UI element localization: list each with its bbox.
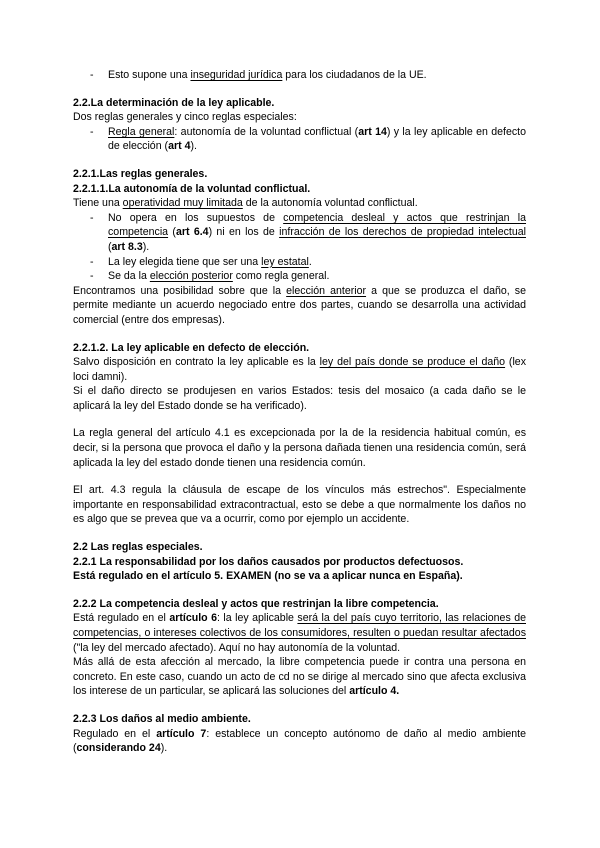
text-run: como regla general. [232, 270, 330, 283]
paragraph: Si el daño directo se produjesen en varios Estados: tesis del mosaico (a cada daño se le aplicará la ley del Estado donde se ha verificado). [73, 385, 526, 412]
underlined-term: competencia desleal y actos que restrinjan la competencia [108, 211, 527, 239]
subsection-heading: 2.2.1 La responsabilidad por los daños causados por productos defectuosos. [73, 555, 464, 568]
list-dash: - [90, 270, 94, 283]
text-run: ( [168, 226, 176, 239]
document-page [73, 68, 526, 756]
list-dash: - [90, 255, 94, 268]
list-dash: - [90, 125, 94, 138]
text-run: : establece un concepto autónomo de daño al medio ambiente ( [73, 727, 526, 755]
list-dash: - [90, 69, 94, 81]
text-run: de la autonomía voluntad conflictual. [242, 197, 418, 210]
underlined-term: Regla general [108, 125, 175, 138]
bold-term: art 6.4 [175, 226, 209, 239]
text-run: . [308, 255, 312, 268]
paragraph: El art. 4.3 regula la cláusula de escape de los vínculos más estrechos". Especialmente importante en responsabilidad extracontractual, esto se debe a que normalmente los daños no es algo que se prevea que va a ocurrir, como por ejemplo un accidente. [73, 484, 526, 526]
underlined-term: ley estatal [261, 255, 309, 268]
paragraph [73, 284, 526, 328]
bold-term: considerando 24 [76, 742, 161, 755]
section-heading: 2.2.1.Las reglas generales. [73, 167, 208, 180]
underlined-term: elección anterior [286, 284, 367, 297]
subsection-heading: 2.2.1.2. La ley aplicable en defecto de elección. [73, 341, 310, 354]
text-run: ). [190, 140, 197, 153]
text-run: (lex loci damni). [73, 356, 526, 383]
text-run: Regulado en el [73, 727, 157, 740]
bold-term: art 4 [168, 140, 191, 153]
text-run: Encontramos una posibilidad sobre que la [73, 284, 287, 297]
text-run: Tiene una [73, 197, 123, 210]
list-item [73, 269, 526, 284]
underlined-term: operatividad muy limitada [122, 197, 243, 210]
text-run: a que se produzca el daño, se permite mediante un acuerdo negociado entre dos partes, cuando se desarrolla una actividad comercial (entre dos empresas). [73, 284, 527, 326]
text-run: ). [142, 240, 150, 253]
underlined-term: será la del país cuyo territorio, las relaciones de competencias, o intereses colectivos de los consumidores, resulten o puedan resultar afectados [73, 612, 526, 639]
bold-term: artículo 7 [156, 727, 207, 740]
text-run: La ley elegida tiene que ser una [108, 255, 262, 268]
text-run: ( [108, 240, 112, 253]
bold-term: artículo 6 [169, 612, 217, 625]
text-run: ) y la ley aplicable en defecto de elección ( [108, 125, 526, 153]
text-run: ). [160, 742, 168, 755]
text-run: : autonomía de la voluntad conflictual ( [174, 125, 359, 138]
text-run: Se da la [108, 270, 150, 283]
paragraph [73, 727, 526, 756]
underlined-term: infracción de los derechos de propiedad intelectual [279, 226, 526, 239]
paragraph [73, 355, 526, 384]
text-run: No opera en los supuestos de [108, 211, 284, 224]
list-item [73, 211, 526, 255]
text-run: Está regulado en el [73, 612, 170, 625]
text-run: para los ciudadanos de la UE. [282, 69, 427, 81]
list-dash: - [90, 211, 94, 224]
text-run: Más allá de esta afección al mercado, la libre competencia puede ir contra una persona en concreto. En este caso, cuando un acto de cd no se dirige al mercado sino que afecta exclusiva los interese de un particular, se aplicará las soluciones del [73, 656, 526, 698]
text-run: Salvo disposición en contrato la ley aplicable es la [73, 356, 320, 369]
list-item [73, 68, 526, 83]
subsection-heading: 2.2.3 Los daños al medio ambiente. [73, 712, 251, 725]
bold-term: art 14 [358, 125, 387, 138]
text-run: ("la ley del mercado afectado). Aquí no hay autonomía de la voluntad. [73, 641, 401, 654]
subsection-heading: 2.2.2 La competencia desleal y actos que restrinjan la libre competencia. [73, 597, 439, 610]
text-run: Esto supone una [108, 69, 191, 81]
paragraph [73, 655, 526, 699]
text-run: : la ley aplicable [216, 612, 298, 625]
bold-term: artículo 4. [349, 685, 400, 698]
underlined-term: inseguridad jurídica [190, 69, 283, 81]
underlined-term: elección posterior [149, 270, 233, 283]
section-heading: 2.2 Las reglas especiales. [73, 541, 203, 554]
paragraph: Dos reglas generales y cinco reglas especiales: [73, 111, 297, 124]
bold-term: art 8.3 [111, 240, 143, 253]
section-heading: 2.2.La determinación de la ley aplicable. [73, 96, 275, 109]
list-item [73, 125, 526, 154]
paragraph: La regla general del artículo 4.1 es excepcionada por la de la residencia habitual común, es decir, si la persona que provoca el daño y la persona dañada tienen una residencia común, será aplicada la ley del estado donde tienen una residencia común. [73, 427, 526, 469]
subsection-heading: 2.2.1.1.La autonomía de la voluntad conflictual. [73, 182, 311, 195]
paragraph [73, 196, 526, 211]
paragraph [73, 611, 526, 655]
bold-statement: Está regulado en el artículo 5. EXAMEN (no se va a aplicar nunca en España). [73, 570, 463, 583]
underlined-term: ley del país donde se produce el daño [319, 356, 506, 369]
list-item [73, 255, 526, 270]
text-run: ) ni en los de [208, 226, 280, 239]
